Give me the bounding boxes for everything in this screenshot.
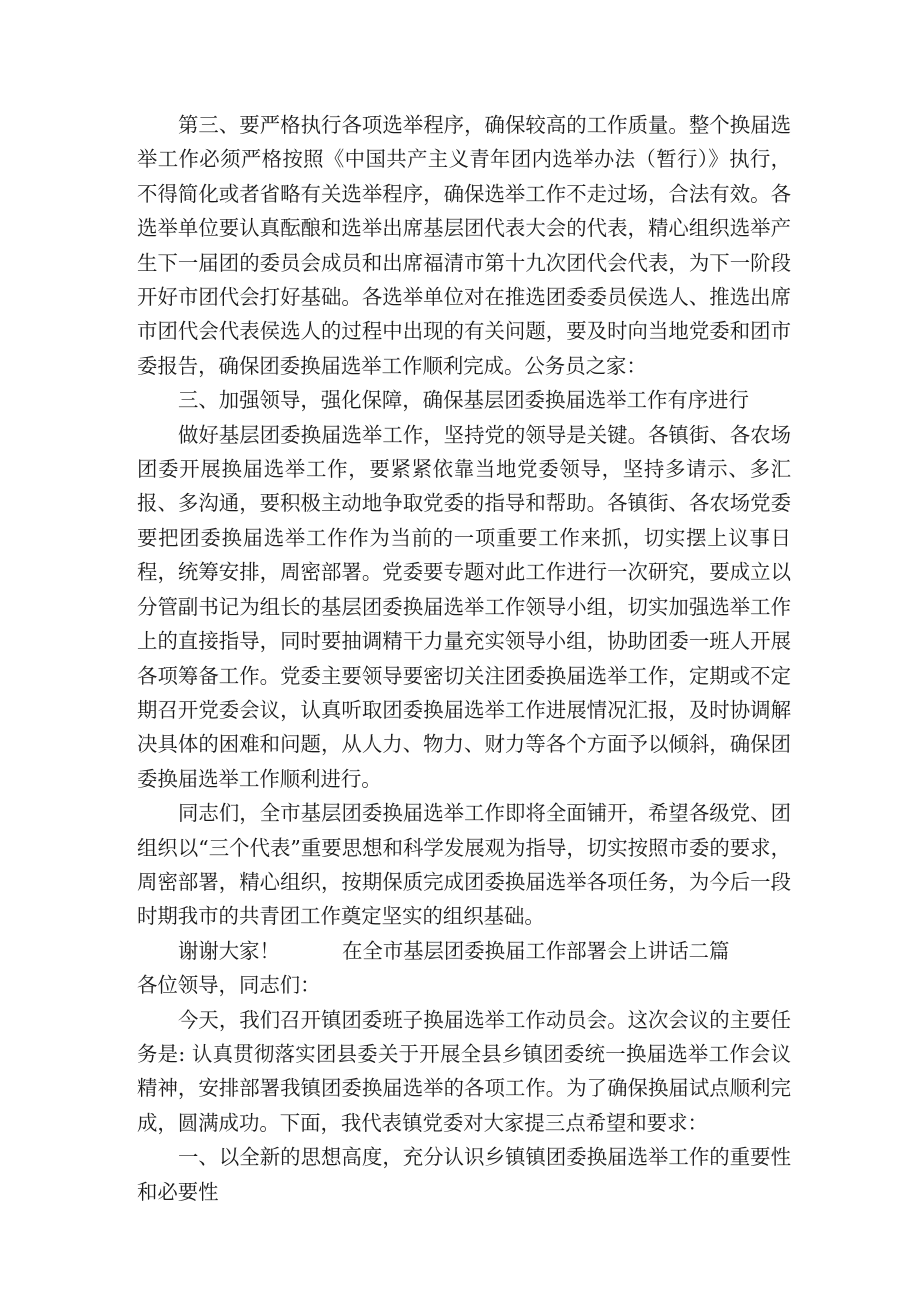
section-heading-importance: 一、以全新的思想高度，充分认识乡镇镇团委换届选举工作的重要性和必要性	[137, 1145, 791, 1204]
thanks-text: 谢谢大家！	[178, 938, 280, 963]
document-body	[137, 108, 791, 1209]
salutation: 各位领导，同志们：	[137, 973, 321, 998]
paragraph-comrades-closing: 同志们，全市基层团委换届选举工作即将全面铺开，希望各级党、团组织以“三个代表”重要思想和科学发展观为指导，切实按照市委的要求，周密部署，精心组织，按期保质完成团委换届选举各项任务，为今后一段时期我市的共青团工作奠定坚实的组织基础。	[137, 801, 791, 929]
closing-line	[137, 934, 791, 968]
paragraph-election-procedure: 第三、要严格执行各项选举程序，确保较高的工作质量。整个换届选举工作必须严格按照《中国共产主义青年团内选举办法（暂行）》执行，不得简化或者省略有关选举程序，确保选举工作不走过场，合法有效。各选举单位要认真酝酿和选举出席基层团代表大会的代表，精心组织选举产生下一届团的委员会成员和出席福清市第十九次团代会代表，为下一阶段开好市团代会打好基础。各选举单位对在推选团委委员侯选人、推选出席市团代会代表侯选人的过程中出现的有关问题，要及时向当地党委和团市委报告，确保团委换届选举工作顺利完成。公务员之家：	[137, 113, 791, 378]
paragraph-party-leadership: 做好基层团委换届选举工作，坚持党的领导是关键。各镇街、各农场团委开展换届选举工作，要紧紧依靠当地党委领导，坚持多请示、多汇报、多沟通，要积极主动地争取党委的指导和帮助。各镇街、各农场党委要把团委换届选举工作作为当前的一项重要工作来抓，切实摆上议事日程，统筹安排，周密部署。党委要专题对此工作进行一次研究，要成立以分管副书记为组长的基层团委换届选举工作领导小组，切实加强选举工作上的直接指导，同时要抽调精干力量充实领导小组，协助团委一班人开展各项筹备工作。党委主要领导要密切关注团委换届选举工作，定期或不定期召开党委会议，认真听取团委换届选举工作进展情况汇报，及时协调解决具体的困难和问题，从人力、物力、财力等各个方面予以倾斜，确保团委换届选举工作顺利进行。	[137, 422, 791, 791]
paragraph-meeting-purpose: 今天，我们召开镇团委班子换届选举工作动员会。这次会议的主要任务是: 认真贯彻落实团县委关于开展全县乡镇团委统一换届选举工作会议精神，安排部署我镇团委换届选举的各项工作。为了确保换届试点顺利完成，圆满成功。下面，我代表镇党委对大家提三点希望和要求：	[137, 1007, 791, 1135]
section-heading-leadership: 三、加强领导，强化保障，确保基层团委换届选举工作有序进行	[178, 388, 749, 413]
next-speech-title: 在全市基层团委换届工作部署会上讲话二篇	[341, 938, 730, 963]
